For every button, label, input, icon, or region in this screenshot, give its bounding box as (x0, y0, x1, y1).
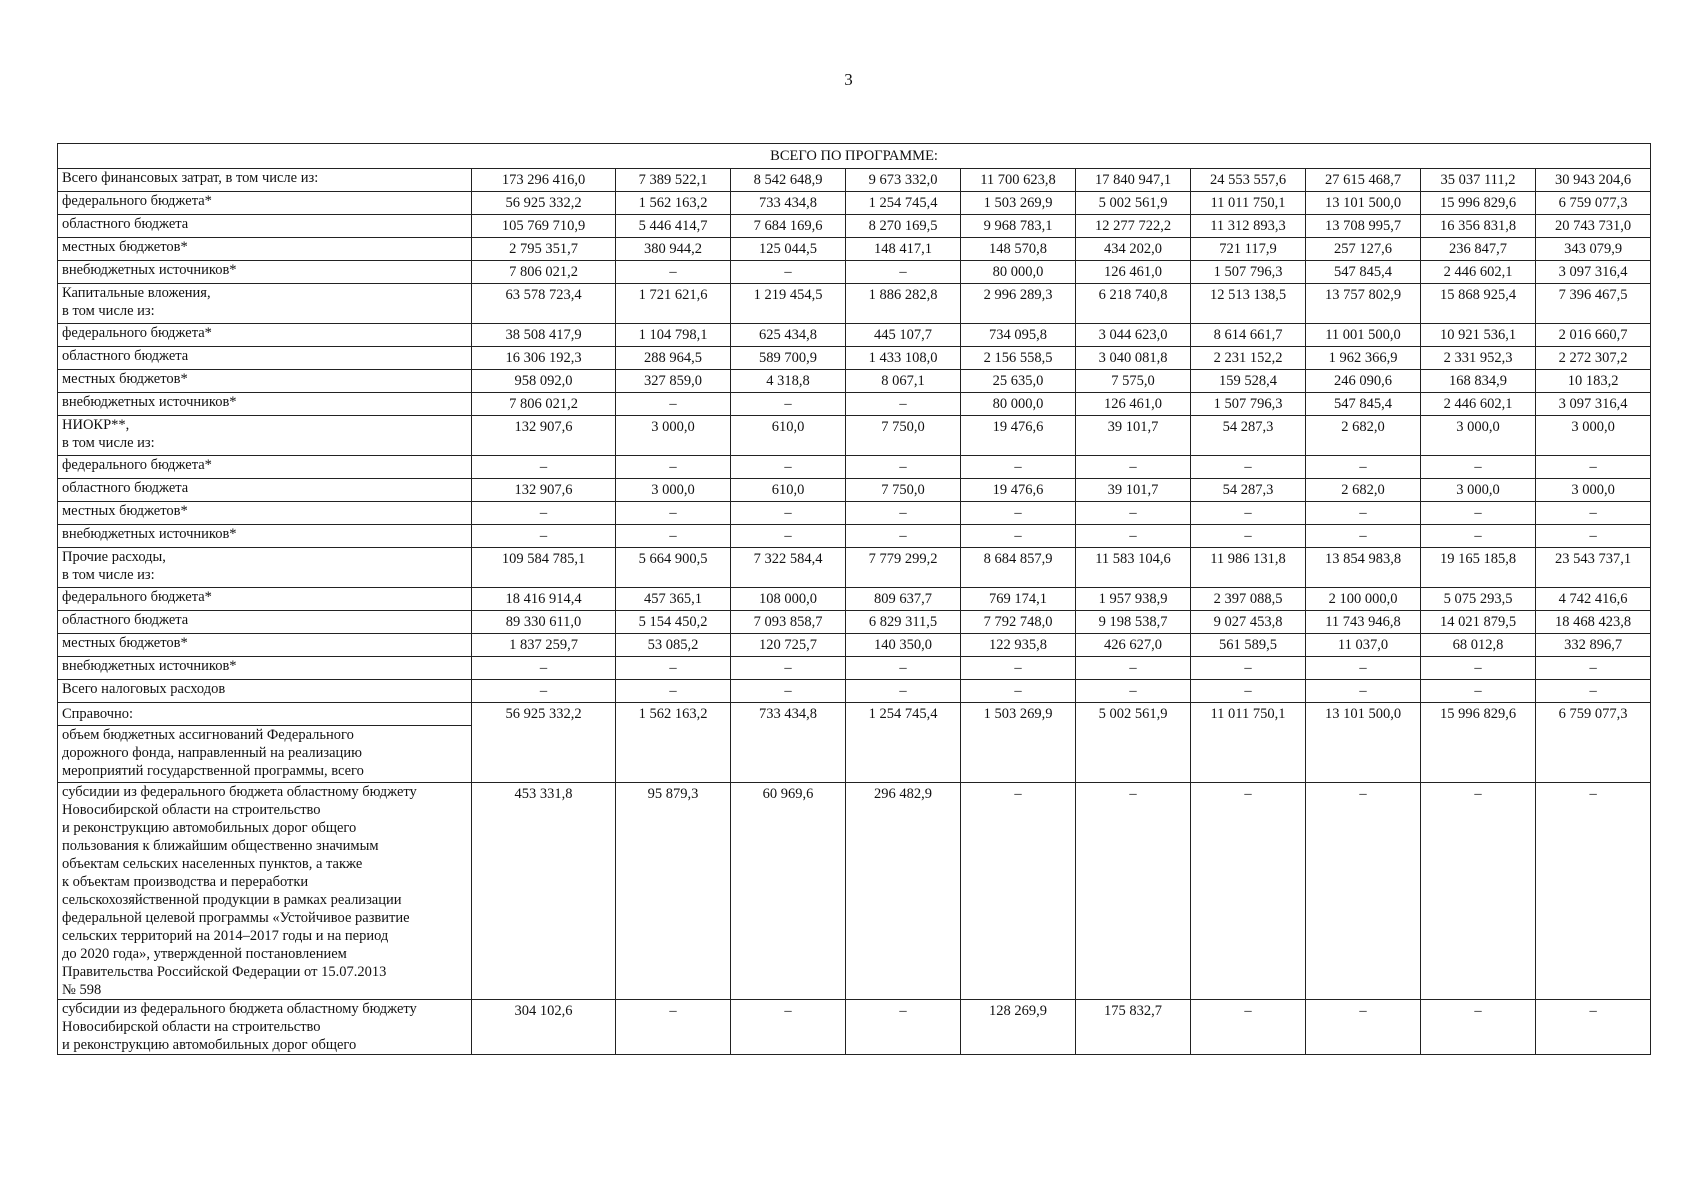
value-cell: – (1191, 456, 1306, 479)
value-cell: – (616, 657, 731, 680)
value-cell: 89 330 611,0 (472, 611, 616, 634)
value-cell: – (846, 680, 961, 703)
value-cell: – (961, 525, 1076, 548)
value-cell: 434 202,0 (1076, 238, 1191, 261)
value-cell: 20 743 731,0 (1536, 215, 1651, 238)
value-cell: 3 040 081,8 (1076, 347, 1191, 370)
value-cell: 2 446 602,1 (1421, 261, 1536, 284)
row-label: внебюджетных источников* (58, 525, 472, 548)
value-cell: 8 067,1 (846, 370, 961, 393)
value-cell: 7 779 299,2 (846, 548, 961, 588)
value-cell: 11 986 131,8 (1191, 548, 1306, 588)
value-cell: 7 806 021,2 (472, 261, 616, 284)
value-cell: 1 219 454,5 (731, 284, 846, 324)
value-cell: – (846, 393, 961, 416)
table-row (58, 324, 1651, 347)
value-cell: 1 562 163,2 (616, 703, 731, 783)
value-cell: 13 101 500,0 (1306, 703, 1421, 783)
value-cell: 9 027 453,8 (1191, 611, 1306, 634)
value-cell: 610,0 (731, 479, 846, 502)
value-cell: 3 000,0 (616, 479, 731, 502)
row-label: местных бюджетов* (58, 502, 472, 525)
value-cell: 3 000,0 (1536, 416, 1651, 456)
value-cell: 547 845,4 (1306, 393, 1421, 416)
value-cell: – (1536, 525, 1651, 548)
value-cell: 4 742 416,6 (1536, 588, 1651, 611)
value-cell: 19 165 185,8 (1421, 548, 1536, 588)
value-cell: 1 503 269,9 (961, 703, 1076, 783)
value-cell: 1 254 745,4 (846, 703, 961, 783)
value-cell: 11 700 623,8 (961, 169, 1076, 192)
value-cell: 1 962 366,9 (1306, 347, 1421, 370)
value-cell: 7 575,0 (1076, 370, 1191, 393)
value-cell: 343 079,9 (1536, 238, 1651, 261)
value-cell: – (1421, 680, 1536, 703)
value-cell: – (1536, 783, 1651, 1000)
row-label: областного бюджета (58, 347, 472, 370)
value-cell: 15 996 829,6 (1421, 192, 1536, 215)
value-cell: 19 476,6 (961, 416, 1076, 456)
value-cell: – (1306, 525, 1421, 548)
table-row (58, 611, 1651, 634)
value-cell: 445 107,7 (846, 324, 961, 347)
value-cell: 5 154 450,2 (616, 611, 731, 634)
table-row (58, 370, 1651, 393)
value-cell: 2 100 000,0 (1306, 588, 1421, 611)
table-row (58, 588, 1651, 611)
value-cell: – (961, 680, 1076, 703)
value-cell: – (472, 657, 616, 680)
value-cell: – (731, 502, 846, 525)
value-cell: – (1536, 1000, 1651, 1055)
value-cell: – (472, 680, 616, 703)
value-cell: – (731, 261, 846, 284)
value-cell: 7 322 584,4 (731, 548, 846, 588)
table-row-subsidy (58, 1000, 1651, 1055)
table-row (58, 284, 1651, 324)
value-cell: 457 365,1 (616, 588, 731, 611)
row-label: местных бюджетов* (58, 238, 472, 261)
value-cell: 3 000,0 (1536, 479, 1651, 502)
value-cell: 95 879,3 (616, 783, 731, 1000)
row-label: федерального бюджета* (58, 192, 472, 215)
value-cell: 109 584 785,1 (472, 548, 616, 588)
value-cell: 125 044,5 (731, 238, 846, 261)
value-cell: 19 476,6 (961, 479, 1076, 502)
value-cell: – (1536, 456, 1651, 479)
value-cell: 1 507 796,3 (1191, 393, 1306, 416)
table-row (58, 548, 1651, 588)
value-cell: 11 312 893,3 (1191, 215, 1306, 238)
value-cell: – (731, 456, 846, 479)
value-cell: 1 957 938,9 (1076, 588, 1191, 611)
value-cell: 733 434,8 (731, 192, 846, 215)
value-cell: 175 832,7 (1076, 1000, 1191, 1055)
section-title: ВСЕГО ПО ПРОГРАММЕ: (58, 144, 1651, 169)
value-cell: 6 218 740,8 (1076, 284, 1191, 324)
value-cell: 380 944,2 (616, 238, 731, 261)
value-cell: 3 000,0 (1421, 479, 1536, 502)
value-cell: 13 708 995,7 (1306, 215, 1421, 238)
value-cell: 53 085,2 (616, 634, 731, 657)
value-cell: 120 725,7 (731, 634, 846, 657)
value-cell: 8 270 169,5 (846, 215, 961, 238)
value-cell: – (1536, 680, 1651, 703)
table-row (58, 261, 1651, 284)
value-cell: – (1421, 456, 1536, 479)
value-cell: – (1421, 1000, 1536, 1055)
value-cell: 56 925 332,2 (472, 703, 616, 783)
value-cell: 105 769 710,9 (472, 215, 616, 238)
value-cell: – (731, 680, 846, 703)
value-cell: 5 446 414,7 (616, 215, 731, 238)
value-cell: 30 943 204,6 (1536, 169, 1651, 192)
value-cell: – (616, 502, 731, 525)
row-label: местных бюджетов* (58, 370, 472, 393)
value-cell: 3 000,0 (1421, 416, 1536, 456)
value-cell: – (731, 1000, 846, 1055)
value-cell: 54 287,3 (1191, 479, 1306, 502)
value-cell: 2 331 952,3 (1421, 347, 1536, 370)
row-label: местных бюджетов* (58, 634, 472, 657)
value-cell: 4 318,8 (731, 370, 846, 393)
value-cell: – (1191, 680, 1306, 703)
value-cell: 24 553 557,6 (1191, 169, 1306, 192)
value-cell: 60 969,6 (731, 783, 846, 1000)
value-cell: 11 011 750,1 (1191, 703, 1306, 783)
value-cell: 27 615 468,7 (1306, 169, 1421, 192)
row-label: областного бюджета (58, 215, 472, 238)
value-cell: – (616, 680, 731, 703)
value-cell: 257 127,6 (1306, 238, 1421, 261)
value-cell: 8 614 661,7 (1191, 324, 1306, 347)
value-cell: 132 907,6 (472, 479, 616, 502)
value-cell: 2 682,0 (1306, 416, 1421, 456)
row-label: федерального бюджета* (58, 324, 472, 347)
value-cell: – (961, 783, 1076, 1000)
value-cell: – (961, 657, 1076, 680)
value-cell: 17 840 947,1 (1076, 169, 1191, 192)
value-cell: – (731, 657, 846, 680)
value-cell: – (616, 456, 731, 479)
row-label: внебюджетных источников* (58, 657, 472, 680)
value-cell: 1 503 269,9 (961, 192, 1076, 215)
value-cell: 18 468 423,8 (1536, 611, 1651, 634)
value-cell: 958 092,0 (472, 370, 616, 393)
reference-label: Справочно: (58, 703, 472, 726)
table-row (58, 416, 1651, 456)
value-cell: 8 542 648,9 (731, 169, 846, 192)
value-cell: – (846, 502, 961, 525)
value-cell: 589 700,9 (731, 347, 846, 370)
row-label: НИОКР**, в том числе из: (58, 416, 472, 456)
value-cell: 5 002 561,9 (1076, 703, 1191, 783)
value-cell: 13 101 500,0 (1306, 192, 1421, 215)
value-cell: 809 637,7 (846, 588, 961, 611)
value-cell: 126 461,0 (1076, 393, 1191, 416)
value-cell: 11 583 104,6 (1076, 548, 1191, 588)
value-cell: 2 397 088,5 (1191, 588, 1306, 611)
value-cell: 2 446 602,1 (1421, 393, 1536, 416)
value-cell: 734 095,8 (961, 324, 1076, 347)
row-label: Всего налоговых расходов (58, 680, 472, 703)
row-label: внебюджетных источников* (58, 393, 472, 416)
row-label: внебюджетных источников* (58, 261, 472, 284)
value-cell: 11 011 750,1 (1191, 192, 1306, 215)
value-cell: 9 198 538,7 (1076, 611, 1191, 634)
value-cell: 159 528,4 (1191, 370, 1306, 393)
value-cell: – (846, 456, 961, 479)
value-cell: 3 044 623,0 (1076, 324, 1191, 347)
value-cell: – (1076, 456, 1191, 479)
value-cell: – (1076, 502, 1191, 525)
value-cell: 25 635,0 (961, 370, 1076, 393)
value-cell: 7 389 522,1 (616, 169, 731, 192)
value-cell: 7 684 169,6 (731, 215, 846, 238)
value-cell: 6 759 077,3 (1536, 192, 1651, 215)
value-cell: 12 513 138,5 (1191, 284, 1306, 324)
value-cell: 173 296 416,0 (472, 169, 616, 192)
value-cell: – (846, 261, 961, 284)
value-cell: 2 016 660,7 (1536, 324, 1651, 347)
value-cell: – (1076, 783, 1191, 1000)
value-cell: 12 277 722,2 (1076, 215, 1191, 238)
value-cell: 7 750,0 (846, 416, 961, 456)
value-cell: 35 037 111,2 (1421, 169, 1536, 192)
value-cell: 38 508 417,9 (472, 324, 616, 347)
table-row-subsidy (58, 783, 1651, 1000)
value-cell: 1 837 259,7 (472, 634, 616, 657)
value-cell: 7 093 858,7 (731, 611, 846, 634)
value-cell: 148 570,8 (961, 238, 1076, 261)
table-row (58, 456, 1651, 479)
table-row (58, 657, 1651, 680)
value-cell: 7 792 748,0 (961, 611, 1076, 634)
value-cell: 5 002 561,9 (1076, 192, 1191, 215)
value-cell: – (1306, 1000, 1421, 1055)
table-row (58, 502, 1651, 525)
value-cell: – (472, 525, 616, 548)
value-cell: – (846, 657, 961, 680)
value-cell: 426 627,0 (1076, 634, 1191, 657)
value-cell: 126 461,0 (1076, 261, 1191, 284)
value-cell: – (1421, 525, 1536, 548)
value-cell: 6 759 077,3 (1536, 703, 1651, 783)
value-cell: 39 101,7 (1076, 416, 1191, 456)
table-row (58, 634, 1651, 657)
value-cell: 80 000,0 (961, 393, 1076, 416)
value-cell: – (1421, 502, 1536, 525)
value-cell: 610,0 (731, 416, 846, 456)
subsidy-label: субсидии из федерального бюджета областному бюджету Новосибирской области на строительство и реконструкцию автомобильных дорог общего (58, 1000, 472, 1055)
value-cell: 140 350,0 (846, 634, 961, 657)
value-cell: 7 750,0 (846, 479, 961, 502)
value-cell: 332 896,7 (1536, 634, 1651, 657)
value-cell: – (472, 456, 616, 479)
value-cell: – (1191, 502, 1306, 525)
budget-table (57, 143, 1651, 1055)
table-row-reference (58, 703, 1651, 726)
value-cell: 296 482,9 (846, 783, 961, 1000)
value-cell: 10 921 536,1 (1421, 324, 1536, 347)
value-cell: – (846, 1000, 961, 1055)
value-cell: 236 847,7 (1421, 238, 1536, 261)
value-cell: 6 829 311,5 (846, 611, 961, 634)
value-cell: – (1306, 657, 1421, 680)
value-cell: – (1306, 502, 1421, 525)
value-cell: 769 174,1 (961, 588, 1076, 611)
value-cell: – (1191, 657, 1306, 680)
row-label: федерального бюджета* (58, 588, 472, 611)
value-cell: 2 682,0 (1306, 479, 1421, 502)
value-cell: 7 806 021,2 (472, 393, 616, 416)
row-label: Прочие расходы, в том числе из: (58, 548, 472, 588)
value-cell: 11 001 500,0 (1306, 324, 1421, 347)
row-label: Всего финансовых затрат, в том числе из: (58, 169, 472, 192)
value-cell: 1 254 745,4 (846, 192, 961, 215)
value-cell: 5 664 900,5 (616, 548, 731, 588)
value-cell: – (616, 525, 731, 548)
row-label: областного бюджета (58, 479, 472, 502)
value-cell: 56 925 332,2 (472, 192, 616, 215)
value-cell: 80 000,0 (961, 261, 1076, 284)
value-cell: 453 331,8 (472, 783, 616, 1000)
value-cell: 122 935,8 (961, 634, 1076, 657)
value-cell: 168 834,9 (1421, 370, 1536, 393)
table-row (58, 215, 1651, 238)
value-cell: – (1421, 783, 1536, 1000)
value-cell: – (1421, 657, 1536, 680)
value-cell: – (1191, 525, 1306, 548)
value-cell: 128 269,9 (961, 1000, 1076, 1055)
value-cell: 2 996 289,3 (961, 284, 1076, 324)
value-cell: 625 434,8 (731, 324, 846, 347)
value-cell: 14 021 879,5 (1421, 611, 1536, 634)
value-cell: – (1306, 456, 1421, 479)
value-cell: 11 037,0 (1306, 634, 1421, 657)
value-cell: 1 886 282,8 (846, 284, 961, 324)
table-row (58, 479, 1651, 502)
value-cell: – (1536, 502, 1651, 525)
value-cell: 15 996 829,6 (1421, 703, 1536, 783)
table-row (58, 525, 1651, 548)
value-cell: – (472, 502, 616, 525)
value-cell: – (1536, 657, 1651, 680)
value-cell: – (1306, 680, 1421, 703)
value-cell: 132 907,6 (472, 416, 616, 456)
row-label: федерального бюджета* (58, 456, 472, 479)
value-cell: 547 845,4 (1306, 261, 1421, 284)
value-cell: 13 757 802,9 (1306, 284, 1421, 324)
section-header-row (58, 144, 1651, 169)
value-cell: 2 272 307,2 (1536, 347, 1651, 370)
row-label: Капитальные вложения, в том числе из: (58, 284, 472, 324)
value-cell: 11 743 946,8 (1306, 611, 1421, 634)
row-label: областного бюджета (58, 611, 472, 634)
value-cell: 68 012,8 (1421, 634, 1536, 657)
value-cell: 3 097 316,4 (1536, 393, 1651, 416)
value-cell: 3 000,0 (616, 416, 731, 456)
value-cell: – (961, 456, 1076, 479)
reference-sublabel: объем бюджетных ассигнований Федерального дорожного фонда, направленный на реализацию мероприятий государственной программы, всего (58, 726, 472, 783)
table-row (58, 393, 1651, 416)
value-cell: 63 578 723,4 (472, 284, 616, 324)
value-cell: 304 102,6 (472, 1000, 616, 1055)
table-row (58, 347, 1651, 370)
value-cell: – (1191, 783, 1306, 1000)
value-cell: – (1191, 1000, 1306, 1055)
value-cell: 2 156 558,5 (961, 347, 1076, 370)
value-cell: – (1076, 525, 1191, 548)
value-cell: 327 859,0 (616, 370, 731, 393)
value-cell: 8 684 857,9 (961, 548, 1076, 588)
value-cell: – (1306, 783, 1421, 1000)
value-cell: 9 968 783,1 (961, 215, 1076, 238)
value-cell: 23 543 737,1 (1536, 548, 1651, 588)
value-cell: 18 416 914,4 (472, 588, 616, 611)
value-cell: – (961, 502, 1076, 525)
table-row (58, 238, 1651, 261)
value-cell: 288 964,5 (616, 347, 731, 370)
value-cell: 1 104 798,1 (616, 324, 731, 347)
value-cell: 1 507 796,3 (1191, 261, 1306, 284)
value-cell: 148 417,1 (846, 238, 961, 261)
value-cell: 16 356 831,8 (1421, 215, 1536, 238)
value-cell: 10 183,2 (1536, 370, 1651, 393)
value-cell: 561 589,5 (1191, 634, 1306, 657)
value-cell: 15 868 925,4 (1421, 284, 1536, 324)
value-cell: – (616, 393, 731, 416)
value-cell: 16 306 192,3 (472, 347, 616, 370)
value-cell: 2 231 152,2 (1191, 347, 1306, 370)
value-cell: 1 721 621,6 (616, 284, 731, 324)
value-cell: – (846, 525, 961, 548)
value-cell: 246 090,6 (1306, 370, 1421, 393)
value-cell: 3 097 316,4 (1536, 261, 1651, 284)
value-cell: 13 854 983,8 (1306, 548, 1421, 588)
value-cell: 108 000,0 (731, 588, 846, 611)
value-cell: 54 287,3 (1191, 416, 1306, 456)
value-cell: 1 433 108,0 (846, 347, 961, 370)
value-cell: – (1076, 657, 1191, 680)
value-cell: 721 117,9 (1191, 238, 1306, 261)
value-cell: 9 673 332,0 (846, 169, 961, 192)
value-cell: 7 396 467,5 (1536, 284, 1651, 324)
value-cell: 1 562 163,2 (616, 192, 731, 215)
value-cell: – (731, 393, 846, 416)
value-cell: – (616, 261, 731, 284)
value-cell: – (731, 525, 846, 548)
value-cell: 5 075 293,5 (1421, 588, 1536, 611)
page-number: 3 (844, 70, 853, 89)
subsidy-label: субсидии из федерального бюджета областному бюджету Новосибирской области на строительство и реконструкцию автомобильных дорог общего пользования к ближайшим общественно значимым объектам сельских населенных пунктов, а также к объектам производства и переработки сельскохозяйственной продукции в рамках реализации федеральной целевой программы «Устойчивое развитие сельских территорий на 2014–2017 годы и на период до 2020 года», утвержденной постановлением Правительства Российской Федерации от 15.07.2013 № 598 (58, 783, 472, 1000)
value-cell: – (616, 1000, 731, 1055)
value-cell: 39 101,7 (1076, 479, 1191, 502)
table-row (58, 169, 1651, 192)
table-row (58, 192, 1651, 215)
value-cell: 2 795 351,7 (472, 238, 616, 261)
value-cell: 733 434,8 (731, 703, 846, 783)
value-cell: – (1076, 680, 1191, 703)
table-row (58, 680, 1651, 703)
